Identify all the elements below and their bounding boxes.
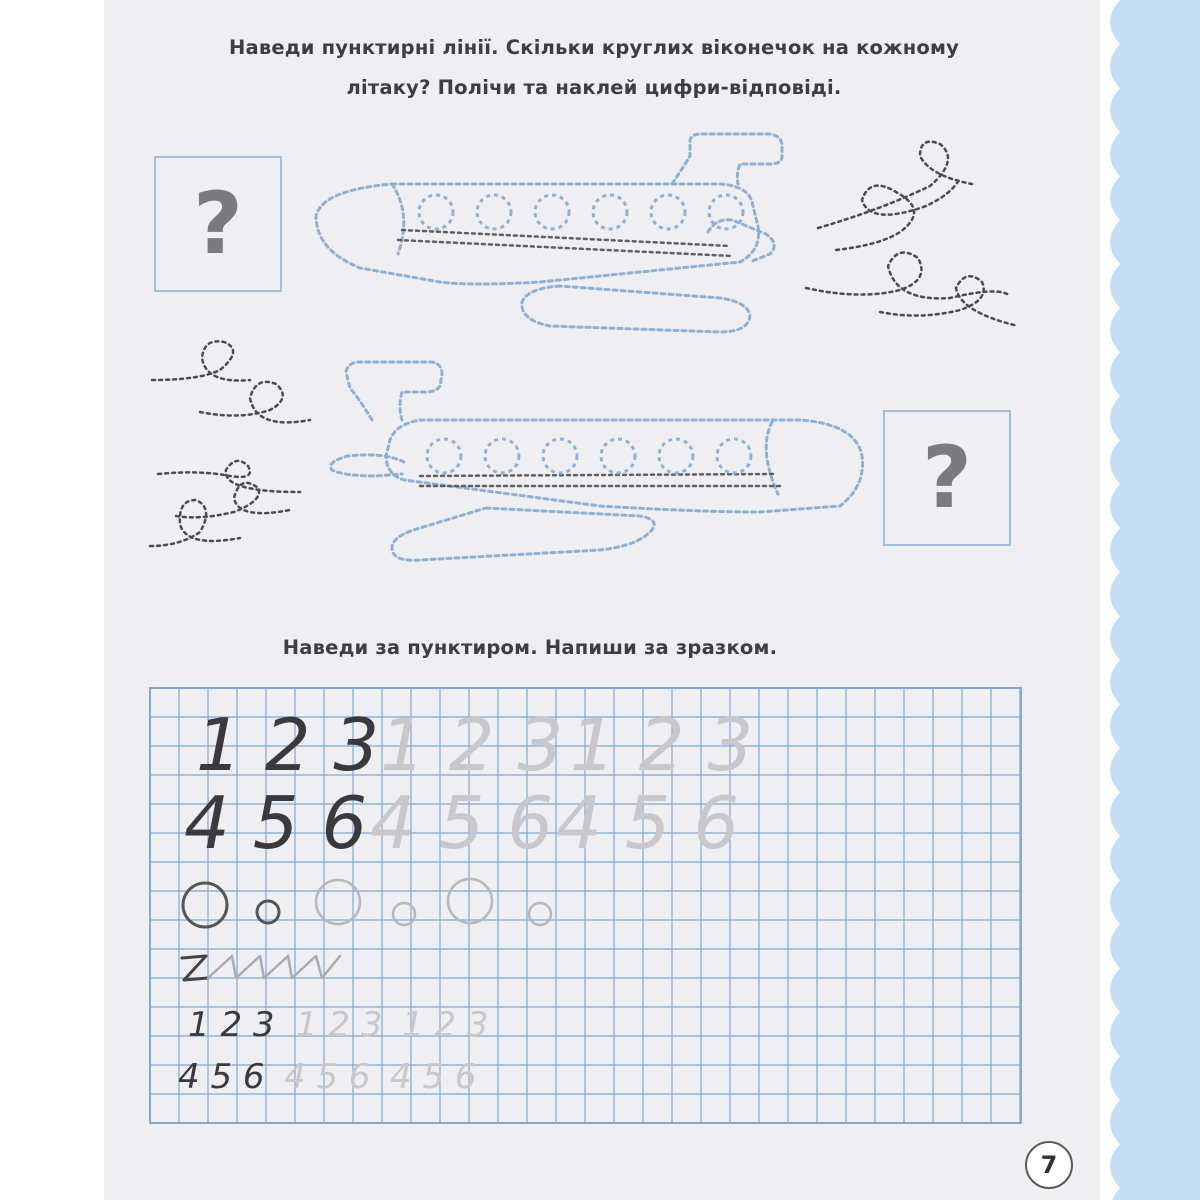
digits-small-trace-123: 1 2 3: [296, 1005, 383, 1045]
small-circle-trace: [529, 903, 551, 925]
airplane-window: [485, 439, 519, 473]
airplane-window: [419, 195, 453, 229]
airplane-top-windows: [419, 195, 743, 229]
airplane-top-tail: [672, 134, 782, 184]
question-mark: ?: [922, 428, 972, 528]
airplane-window: [601, 439, 635, 473]
loop-trail: [880, 276, 1018, 326]
airplane-bottom-wing: [392, 508, 654, 560]
airplane-window: [427, 439, 461, 473]
airplane-window: [535, 195, 569, 229]
airplane-top-stripe-2: [398, 240, 732, 256]
loop-trail: [836, 178, 960, 250]
loop-trail: [150, 500, 240, 546]
loop-trail: [200, 382, 310, 423]
zigzag-trace: [208, 956, 340, 978]
digits-small-trace-456: 4 5 6: [284, 1057, 371, 1097]
digits-practice: [178, 703, 753, 1097]
digits-trace-456: 4 5 6: [556, 781, 740, 865]
loop-trail: [158, 461, 300, 492]
question-mark: ?: [193, 174, 243, 274]
airplane-window: [659, 439, 693, 473]
big-circle-trace: [448, 879, 492, 923]
task-1-instruction-line-2: літаку? Полічи та наклей цифри-відповіді.: [346, 76, 842, 99]
task-1-instruction-line-1: Наведи пунктирні лінії. Скільки круглих віконечок на кожному: [228, 36, 960, 59]
airplane-top-stripe-1: [402, 230, 730, 246]
task-2-instruction: Наведи за пунктиром. Напиши за зразком.: [282, 636, 778, 659]
airplane-bottom-nose: [766, 422, 778, 494]
digits-small-trace-123: 1 2 3: [402, 1005, 489, 1045]
airplane-top-nose: [392, 184, 404, 254]
airplane-bottom-windows: [427, 439, 751, 473]
airplane-top-wing: [522, 286, 750, 332]
digits-sample-456: 4 5 6: [184, 781, 368, 865]
loop-trail: [806, 253, 1010, 299]
digits-small-sample-456: 4 5 6: [178, 1057, 265, 1097]
zigzag-sample: [182, 956, 208, 980]
page-number: 7: [1025, 1141, 1073, 1189]
stroke-pattern-row: [182, 956, 340, 980]
airplane-window: [651, 195, 685, 229]
airplane-top-body: [316, 184, 759, 284]
airplane-window: [543, 439, 577, 473]
airplane-bottom-tail: [346, 362, 442, 420]
airplane-bottom-stripe-1: [420, 474, 776, 476]
digits-trace-123: 1 2 3: [570, 703, 754, 787]
digits-small-trace-456: 4 5 6: [390, 1057, 477, 1097]
airplane-window: [717, 439, 751, 473]
loop-trail: [152, 341, 250, 380]
digits-sample-123: 1 2 3: [196, 703, 380, 787]
airplane-bottom: [331, 362, 863, 560]
airplane-top: [316, 134, 782, 332]
digits-trace-123: 1 2 3: [380, 703, 564, 787]
digits-small-sample-123: 1 2 3: [188, 1005, 275, 1045]
small-circle-trace: [393, 903, 415, 925]
airplane-window: [593, 195, 627, 229]
digits-trace-456: 4 5 6: [370, 781, 554, 865]
airplane-window: [477, 195, 511, 229]
